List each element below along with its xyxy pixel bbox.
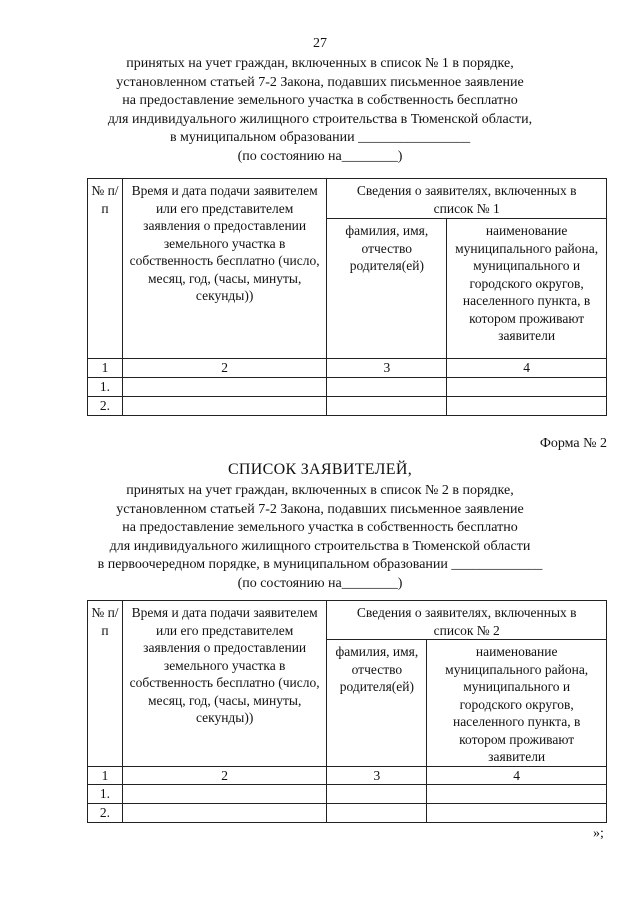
empty-cell — [327, 785, 427, 804]
row-number: 2. — [88, 396, 123, 415]
row-number: 1. — [88, 785, 123, 804]
list2-title: СПИСОК ЗАЯВИТЕЛЕЙ, — [227, 461, 413, 478]
empty-cell — [122, 804, 327, 823]
list2-header-line: на предоставление земельного участка в собственность бесплатно — [122, 520, 518, 536]
list1-header-line: установленном статьей 7-2 Закона, подавших письменное заявление — [116, 74, 524, 90]
empty-cell — [122, 377, 327, 396]
list2-header-line: установленном статьей 7-2 Закона, подавших письменное заявление — [116, 501, 524, 517]
header-number: № п/п — [88, 179, 123, 359]
column-number: 3 — [327, 359, 447, 378]
list1-table — [87, 178, 607, 416]
header-submission-time: Время и дата подачи заявителем или его представителем заявления о предоставлении земельного участка в собственность бесплатно (число, месяц, год, (часы, минуты, секунды)) — [122, 179, 327, 359]
header-applicant-info: Сведения о заявителях, включенных в список № 1 — [327, 179, 607, 219]
list2-header-line: в первоочередном порядке, в муниципальном образовании _____________ — [97, 557, 543, 573]
table-row — [88, 804, 607, 823]
table-row — [88, 396, 607, 415]
column-number: 1 — [88, 359, 123, 378]
list1-header — [0, 55, 640, 167]
list2-header — [0, 482, 640, 594]
header-locality: наименование муниципального района, муниципального и городского округов, населенного пункта, в котором проживают заявители — [447, 219, 607, 359]
header-full-name: фамилия, имя, отчество родителя(ей) — [327, 219, 447, 359]
empty-cell — [327, 377, 447, 396]
empty-cell — [327, 804, 427, 823]
page-number: 27 — [313, 36, 327, 51]
list2-header-line: для индивидуального жилищного строительства в Тюменской области — [109, 538, 531, 554]
list1-header-line: (по состоянию на________) — [237, 148, 403, 164]
header-full-name: фамилия, имя, отчество родителя(ей) — [327, 640, 427, 767]
list1-header-line: для индивидуального жилищного строительства в Тюменской области, — [107, 111, 533, 127]
column-number: 4 — [447, 359, 607, 378]
list2-header-line: принятых на учет граждан, включенных в список № 2 в порядке, — [126, 483, 514, 498]
list2-table — [87, 600, 607, 823]
form-2-label: Форма № 2 — [539, 436, 607, 451]
column-number: 4 — [427, 766, 607, 785]
table-row — [88, 377, 607, 396]
header-applicant-info: Сведения о заявителях, включенных в список № 2 — [327, 601, 607, 640]
closing-mark: »; — [593, 826, 604, 841]
list2-header-line: (по состоянию на________) — [237, 575, 403, 591]
column-number: 1 — [88, 766, 123, 785]
header-number: № п/п — [88, 601, 123, 767]
empty-cell — [427, 785, 607, 804]
list1-header-line: в муниципальном образовании ________________ — [169, 130, 471, 146]
column-number: 2 — [122, 359, 327, 378]
list1-header-line: на предоставление земельного участка в собственность бесплатно — [122, 93, 518, 109]
empty-cell — [122, 785, 327, 804]
list1-header-line: принятых на учет граждан, включенных в список № 1 в порядке, — [126, 56, 514, 71]
empty-cell — [327, 396, 447, 415]
header-submission-time: Время и дата подачи заявителем или его представителем заявления о предоставлении земельного участка в собственность бесплатно (число, месяц, год, (часы, минуты, секунды)) — [122, 601, 327, 767]
empty-cell — [447, 396, 607, 415]
row-number: 2. — [88, 804, 123, 823]
table-row — [88, 785, 607, 804]
row-number: 1. — [88, 377, 123, 396]
empty-cell — [122, 396, 327, 415]
column-number: 2 — [122, 766, 327, 785]
header-locality: наименование муниципального района, муниципального и городского округов, населенного пункта, в котором проживают заявители — [427, 640, 607, 767]
column-number: 3 — [327, 766, 427, 785]
empty-cell — [447, 377, 607, 396]
empty-cell — [427, 804, 607, 823]
